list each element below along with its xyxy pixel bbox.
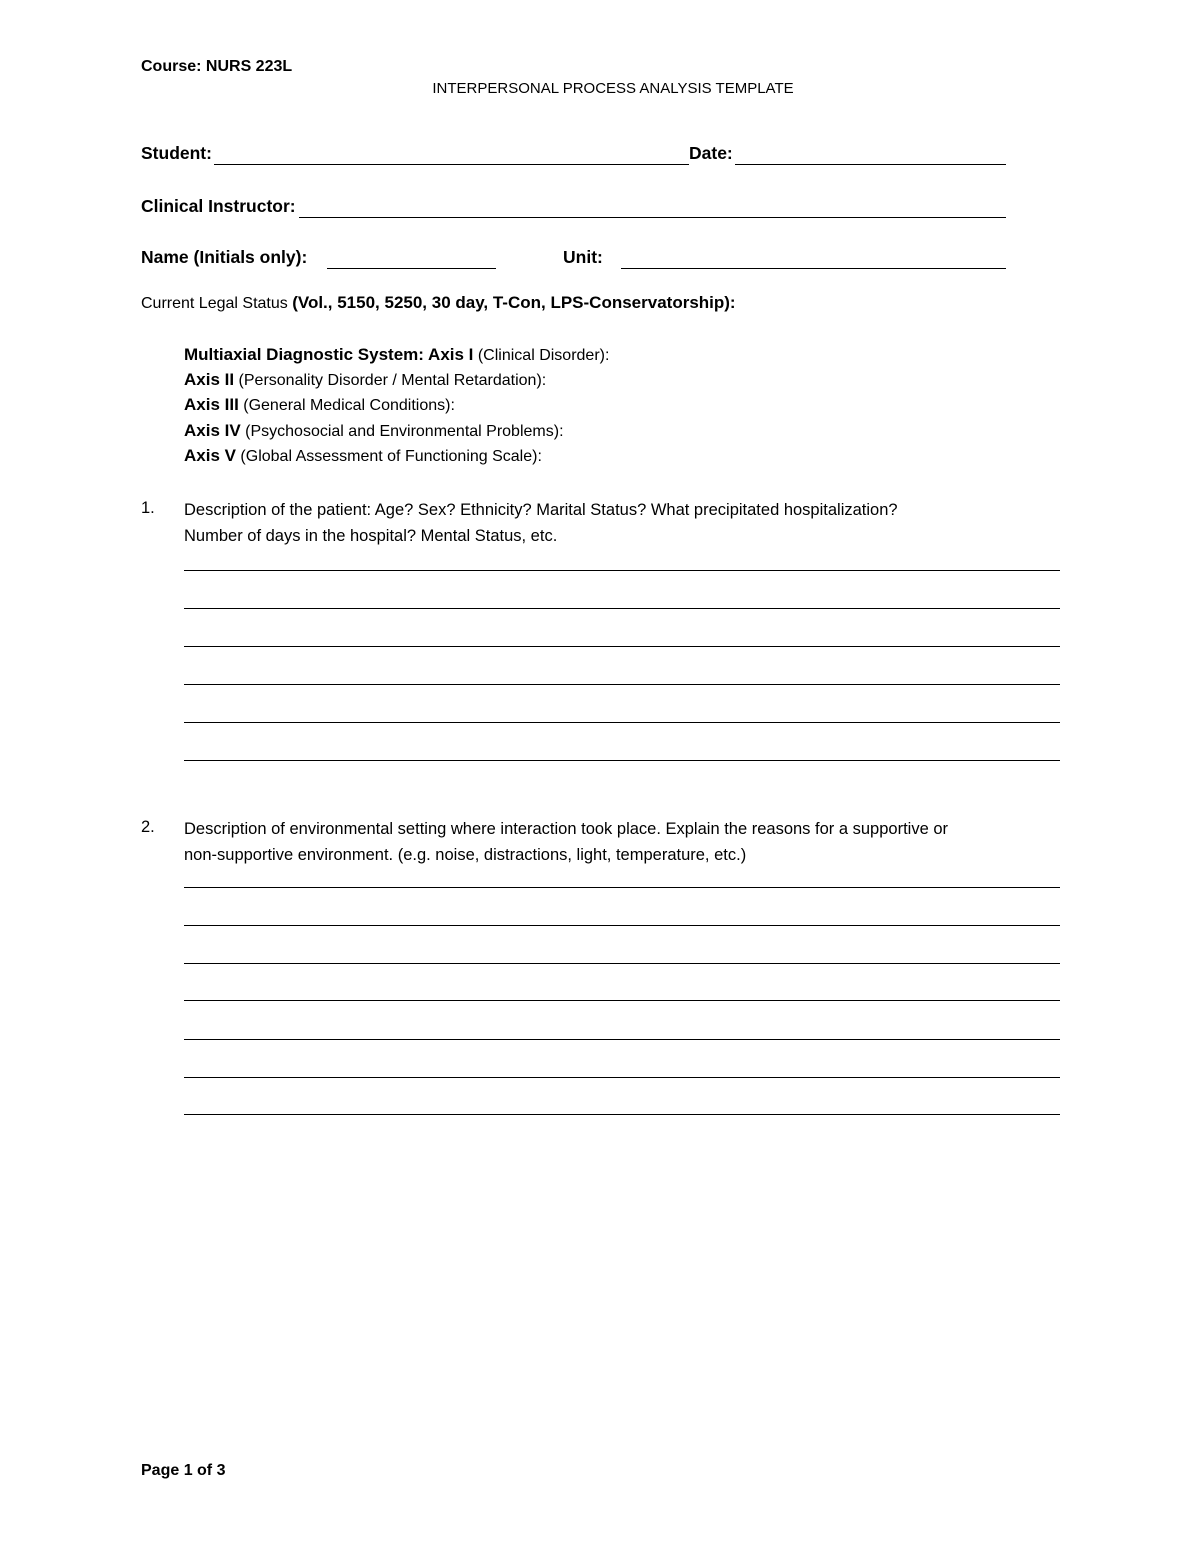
page-number: Page 1 of 3 [141, 1462, 226, 1479]
unit-label: Unit: [563, 247, 603, 267]
unit-input-line[interactable] [621, 268, 1006, 269]
answer-1-line[interactable] [184, 608, 1060, 609]
answer-2-line[interactable] [184, 963, 1060, 964]
axis-v-desc: (Global Assessment of Functioning Scale): [235, 448, 542, 465]
name-initials-input-line[interactable] [327, 268, 496, 269]
answer-2-line[interactable] [184, 925, 1060, 926]
instructor-input-line[interactable] [299, 217, 1006, 218]
answer-2-line[interactable] [184, 1077, 1060, 1078]
axis-iii-label: Axis III [184, 395, 239, 414]
answer-1-line[interactable] [184, 646, 1060, 647]
course-label: Course: NURS 223L [141, 58, 293, 75]
answer-1-line[interactable] [184, 684, 1060, 685]
axis-iii-line [184, 395, 455, 415]
axis-ii-label: Axis II [184, 370, 235, 389]
date-label: Date: [689, 143, 733, 163]
answer-1-line[interactable] [184, 570, 1060, 571]
instructor-row [141, 196, 1011, 220]
axis-iv-label: Axis IV [184, 421, 241, 440]
question-1-number: 1. [141, 499, 155, 517]
axis-i-line [184, 345, 609, 365]
axis-ii-line [184, 370, 546, 390]
axis-v-line [184, 446, 542, 466]
question-1-line-1: Description of the patient: Age? Sex? Ethnicity? Marital Status? What precipitated hospitalization? [184, 501, 898, 519]
student-input-line[interactable] [214, 164, 689, 165]
question-2-line-1: Description of environmental setting where interaction took place. Explain the reasons for a supportive or [184, 820, 948, 838]
axis-iv-desc: (Psychosocial and Environmental Problems): [240, 423, 564, 440]
student-label: Student: [141, 143, 212, 163]
instructor-label: Clinical Instructor: [141, 196, 296, 216]
question-1-line-2: Number of days in the hospital? Mental Status, etc. [184, 527, 558, 545]
legal-status [141, 293, 736, 313]
question-1-text [184, 497, 1094, 549]
answer-2-line[interactable] [184, 1000, 1060, 1001]
student-date-row [141, 143, 1011, 167]
axis-v-label: Axis V [184, 446, 236, 465]
question-2-text [184, 816, 1094, 868]
document-title: INTERPERSONAL PROCESS ANALYSIS TEMPLATE [432, 80, 794, 97]
date-input-line[interactable] [735, 164, 1006, 165]
answer-1-line[interactable] [184, 722, 1060, 723]
question-2-line-2: non-supportive environment. (e.g. noise, distractions, light, temperature, etc.) [184, 846, 747, 864]
axis-ii-desc: (Personality Disorder / Mental Retardation): [234, 372, 547, 389]
axis-iii-desc: (General Medical Conditions): [238, 397, 455, 414]
legal-status-label: Current Legal Status [141, 295, 293, 312]
answer-2-line[interactable] [184, 1114, 1060, 1115]
answer-2-line[interactable] [184, 887, 1060, 888]
axis-iv-line [184, 421, 564, 441]
name-unit-row [141, 247, 1011, 271]
answer-2-line[interactable] [184, 1039, 1060, 1040]
answer-1-line[interactable] [184, 760, 1060, 761]
question-2-number: 2. [141, 818, 155, 836]
name-initials-label: Name (Initials only): [141, 247, 308, 267]
axis-i-label: Multiaxial Diagnostic System: Axis I [184, 345, 474, 364]
legal-status-options: (Vol., 5150, 5250, 30 day, T-Con, LPS-Conservatorship): [292, 293, 736, 312]
axis-i-desc: (Clinical Disorder): [473, 347, 610, 364]
